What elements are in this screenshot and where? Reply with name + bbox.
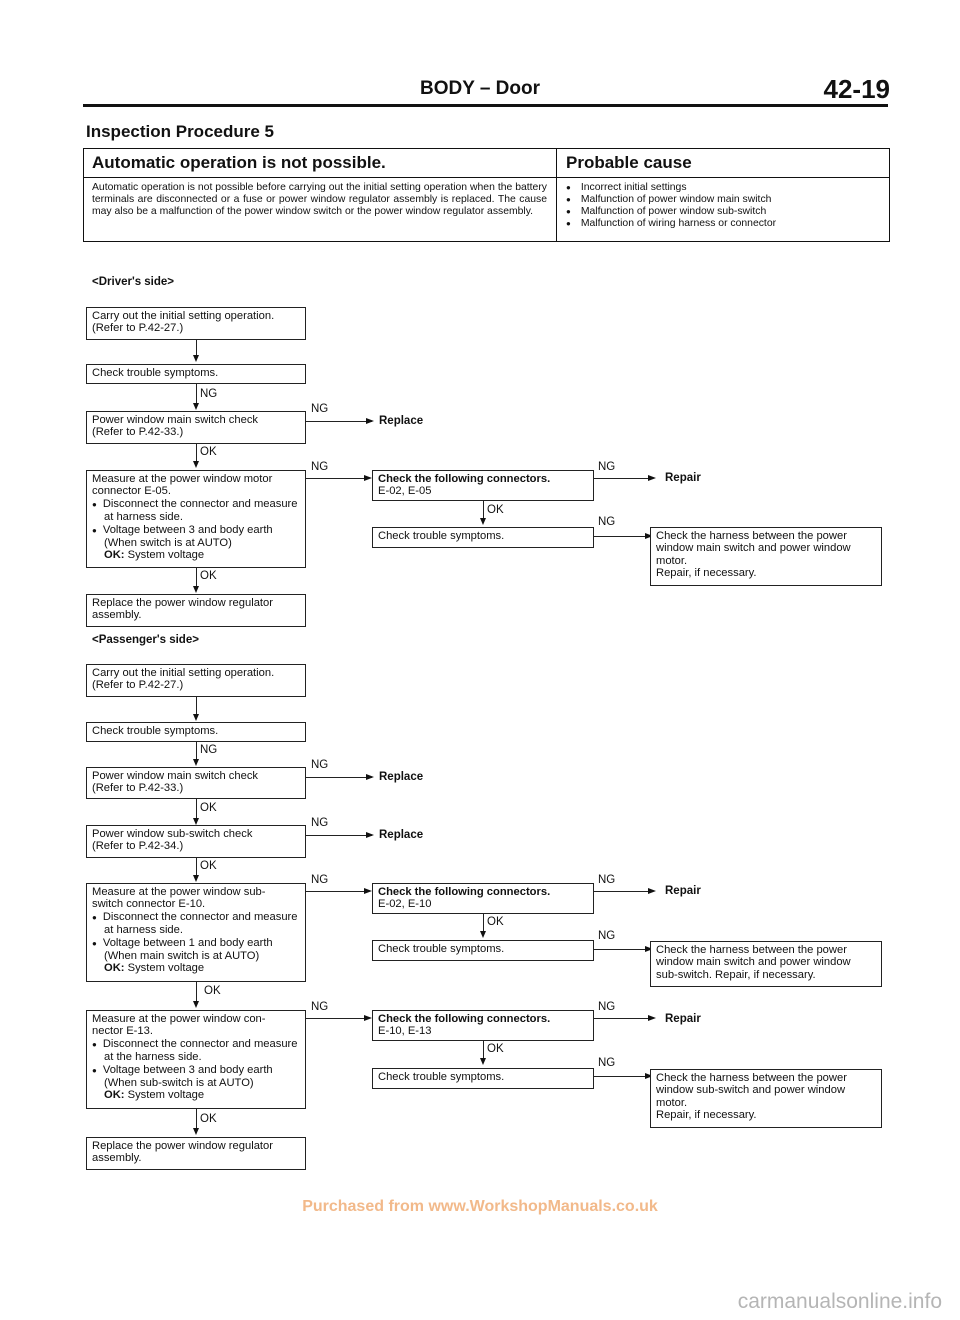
step-text: connector E-05. bbox=[92, 485, 171, 498]
step-text: (Refer to P.42-34.) bbox=[92, 840, 184, 853]
driver-main-switch-check bbox=[86, 411, 306, 444]
passenger-sub-switch-check bbox=[86, 825, 306, 858]
system-voltage-text: System voltage bbox=[127, 1089, 205, 1102]
ok-prefix: OK: bbox=[104, 962, 125, 975]
arrow-down-icon bbox=[193, 818, 199, 825]
ng-label: NG bbox=[598, 1001, 616, 1013]
arrow-down-icon bbox=[193, 403, 199, 410]
flow-line bbox=[594, 1018, 649, 1019]
arrow-down-icon bbox=[193, 714, 199, 721]
flow-line bbox=[594, 1076, 646, 1077]
ok-condition bbox=[92, 1089, 300, 1101]
step-text: window main switch and power window bbox=[656, 542, 851, 555]
table-divider bbox=[84, 177, 889, 178]
repair-result: Repair bbox=[665, 472, 701, 484]
driver-recheck-symptoms bbox=[372, 527, 594, 548]
cause-item: ● Malfunction of power window sub-switch bbox=[566, 206, 886, 218]
flow-line bbox=[306, 1018, 366, 1019]
step-text: Replace the power window regulator bbox=[92, 597, 273, 609]
ng-label: NG bbox=[598, 516, 616, 528]
arrow-down-icon bbox=[193, 759, 199, 766]
step-text: Check trouble symptoms. bbox=[92, 367, 219, 379]
flow-line bbox=[594, 478, 649, 479]
step-text: Check trouble symptoms. bbox=[378, 943, 505, 955]
driver-side-heading: <Driver's side> bbox=[92, 276, 175, 288]
arrow-right-icon bbox=[648, 1015, 656, 1021]
step-bullet: ● Voltage between 1 and body earth (When main switch is at AUTO) bbox=[92, 937, 300, 963]
ok-label: OK bbox=[200, 860, 217, 872]
replace-result: Replace bbox=[379, 415, 424, 427]
watermark: carmanualsonline.info bbox=[737, 1290, 942, 1313]
step-text: Check trouble symptoms. bbox=[378, 1071, 505, 1083]
passenger-harness-check-result-2 bbox=[650, 1069, 882, 1128]
passenger-connector-check-1 bbox=[372, 883, 594, 914]
arrow-right-icon bbox=[366, 832, 374, 838]
step-text: E-02, E-05 bbox=[378, 485, 432, 498]
arrow-down-icon bbox=[193, 1128, 199, 1135]
step-text: E-10, E-13 bbox=[378, 1025, 432, 1038]
ok-prefix: OK: bbox=[104, 1089, 125, 1102]
flow-line bbox=[594, 949, 646, 950]
arrow-down-icon bbox=[193, 586, 199, 593]
arrow-down-icon bbox=[193, 875, 199, 882]
flow-line bbox=[306, 891, 366, 892]
step-text: switch connector E-10. bbox=[92, 898, 206, 911]
ok-label: OK bbox=[487, 504, 504, 516]
ng-label: NG bbox=[311, 403, 329, 415]
flow-line bbox=[306, 478, 366, 479]
step-text: Repair, if necessary. bbox=[656, 567, 757, 580]
replace-result: Replace bbox=[379, 829, 424, 841]
passenger-replace-regulator bbox=[86, 1137, 306, 1170]
ng-label: NG bbox=[598, 1057, 616, 1069]
driver-check-symptoms-step bbox=[86, 364, 306, 384]
replace-result: Replace bbox=[379, 771, 424, 783]
ok-condition bbox=[92, 962, 300, 974]
header-rule bbox=[83, 104, 888, 107]
step-text: Measure at the power window sub- bbox=[92, 886, 266, 898]
step-bullet: ● Disconnect the connector and measure at harness side. bbox=[92, 498, 300, 524]
passenger-connector-check-2 bbox=[372, 1010, 594, 1041]
driver-harness-check-result bbox=[650, 527, 882, 586]
step-title-text: Check the following connectors. bbox=[378, 1013, 551, 1025]
step-text: window main switch and power window bbox=[656, 956, 851, 969]
driver-connector-check bbox=[372, 470, 594, 501]
step-title-text: Check the following connectors. bbox=[378, 473, 551, 485]
arrow-down-icon bbox=[480, 518, 486, 525]
ok-label: OK bbox=[487, 916, 504, 928]
system-voltage-text: System voltage bbox=[127, 549, 205, 562]
passenger-side-heading: <Passenger's side> bbox=[92, 634, 199, 646]
arrow-right-icon bbox=[366, 418, 374, 424]
ng-label: NG bbox=[200, 744, 218, 756]
arrow-down-icon bbox=[480, 1058, 486, 1065]
flow-line bbox=[594, 891, 649, 892]
step-text: Check trouble symptoms. bbox=[378, 530, 505, 542]
step-title bbox=[378, 473, 588, 485]
repair-result: Repair bbox=[665, 1013, 701, 1025]
ng-label: NG bbox=[311, 461, 329, 473]
ok-label: OK bbox=[200, 1113, 217, 1125]
symptom-heading: Automatic operation is not possible. bbox=[92, 153, 386, 172]
step-text: Check the harness between the power bbox=[656, 944, 847, 956]
step-text: Measure at the power window motor bbox=[92, 473, 273, 485]
step-text: Check the harness between the power bbox=[656, 530, 847, 542]
symptom-description: Automatic operation is not possible before carrying out the initial setting operation when the battery terminals are disconnected or a fuse or power window regulator assembly is replaced. The cause may also be a malfunction of the power window switch or the power window regulator assembly. bbox=[92, 182, 547, 217]
step-text: Replace the power window regulator bbox=[92, 1140, 273, 1152]
step-text: Check trouble symptoms. bbox=[92, 725, 219, 737]
ng-label: NG bbox=[311, 817, 329, 829]
step-text: Carry out the initial setting operation. bbox=[92, 667, 275, 679]
passenger-sub-switch-connector-measure bbox=[86, 883, 306, 982]
ng-label: NG bbox=[598, 930, 616, 942]
ng-label: NG bbox=[311, 1001, 329, 1013]
step-text: assembly. bbox=[92, 609, 142, 622]
passenger-recheck-symptoms-1 bbox=[372, 940, 594, 961]
step-text: Measure at the power window con- bbox=[92, 1013, 266, 1025]
page-header-title: BODY – Door bbox=[419, 78, 540, 99]
step-title bbox=[378, 1013, 588, 1025]
step-text: window sub-switch and power window bbox=[656, 1084, 846, 1097]
passenger-motor-connector-measure bbox=[86, 1010, 306, 1109]
step-bullet: ● Disconnect the connector and measure at the harness side. bbox=[92, 1038, 300, 1064]
arrow-down-icon bbox=[193, 461, 199, 468]
step-text: Repair, if necessary. bbox=[656, 1109, 757, 1122]
cause-list bbox=[566, 182, 886, 230]
step-text: E-02, E-10 bbox=[378, 898, 432, 911]
passenger-recheck-symptoms-2 bbox=[372, 1068, 594, 1089]
driver-motor-connector-measure bbox=[86, 470, 306, 568]
arrow-down-icon bbox=[480, 931, 486, 938]
page-number: 42-19 bbox=[823, 74, 890, 104]
step-text: motor. bbox=[656, 1096, 688, 1109]
arrow-down-icon bbox=[193, 355, 199, 362]
flow-line bbox=[306, 777, 372, 778]
step-text: Carry out the initial setting operation. bbox=[92, 310, 275, 322]
arrow-right-icon bbox=[364, 475, 372, 481]
step-text: nector E-13. bbox=[92, 1025, 153, 1038]
step-text: Power window main switch check bbox=[92, 414, 259, 426]
arrow-right-icon bbox=[366, 774, 374, 780]
step-text: Power window main switch check bbox=[92, 770, 259, 782]
ng-label: NG bbox=[200, 388, 218, 400]
ok-label: OK bbox=[204, 985, 221, 997]
ok-label: OK bbox=[200, 802, 217, 814]
driver-replace-regulator bbox=[86, 594, 306, 627]
passenger-main-switch-check bbox=[86, 767, 306, 799]
arrow-right-icon bbox=[364, 1015, 372, 1021]
table-divider bbox=[556, 149, 557, 241]
ng-label: NG bbox=[598, 461, 616, 473]
step-bullet: ● Voltage between 3 and body earth (When switch is at AUTO) bbox=[92, 524, 300, 550]
symptom-table bbox=[83, 148, 890, 242]
ng-label: NG bbox=[598, 874, 616, 886]
step-title bbox=[378, 886, 588, 898]
arrow-right-icon bbox=[648, 888, 656, 894]
arrow-down-icon bbox=[193, 1001, 199, 1008]
step-text: (Refer to P.42-33.) bbox=[92, 426, 184, 439]
step-bullet: ● Voltage between 3 and body earth (When sub-switch is at AUTO) bbox=[92, 1064, 300, 1090]
flow-line bbox=[306, 835, 372, 836]
cause-heading: Probable cause bbox=[566, 153, 692, 172]
footer-source-note: Purchased from www.WorkshopManuals.co.uk bbox=[302, 1198, 658, 1215]
section-title: Inspection Procedure 5 bbox=[86, 122, 274, 141]
arrow-right-icon bbox=[364, 888, 372, 894]
passenger-harness-check-result-1 bbox=[650, 941, 882, 987]
flow-line bbox=[306, 421, 372, 422]
passenger-initial-setting-step bbox=[86, 664, 306, 697]
cause-item: ● Incorrect initial settings bbox=[566, 182, 886, 194]
flow-line bbox=[594, 536, 646, 537]
step-text: (Refer to P.42-27.) bbox=[92, 679, 184, 692]
step-text: assembly. bbox=[92, 1152, 142, 1165]
step-text: motor. bbox=[656, 554, 688, 567]
cause-item: ● Malfunction of wiring harness or connector bbox=[566, 218, 886, 230]
ok-label: OK bbox=[487, 1043, 504, 1055]
cause-item: ● Malfunction of power window main switch bbox=[566, 194, 886, 206]
step-text: (Refer to P.42-33.) bbox=[92, 782, 184, 795]
ok-condition bbox=[92, 549, 300, 561]
arrow-right-icon bbox=[648, 475, 656, 481]
repair-result: Repair bbox=[665, 885, 701, 897]
ok-label: OK bbox=[200, 446, 217, 458]
ng-label: NG bbox=[311, 874, 329, 886]
ok-prefix: OK: bbox=[104, 549, 125, 562]
passenger-check-symptoms-step bbox=[86, 722, 306, 742]
step-text: Power window sub-switch check bbox=[92, 828, 253, 840]
step-text: sub-switch. Repair, if necessary. bbox=[656, 968, 816, 981]
ng-label: NG bbox=[311, 759, 329, 771]
ok-label: OK bbox=[200, 570, 217, 582]
system-voltage-text: System voltage bbox=[127, 962, 205, 975]
step-bullet: ● Disconnect the connector and measure at harness side. bbox=[92, 911, 300, 937]
driver-initial-setting-step bbox=[86, 307, 306, 340]
step-text: (Refer to P.42-27.) bbox=[92, 322, 184, 335]
step-title-text: Check the following connectors. bbox=[378, 886, 551, 898]
step-text: Check the harness between the power bbox=[656, 1072, 847, 1084]
